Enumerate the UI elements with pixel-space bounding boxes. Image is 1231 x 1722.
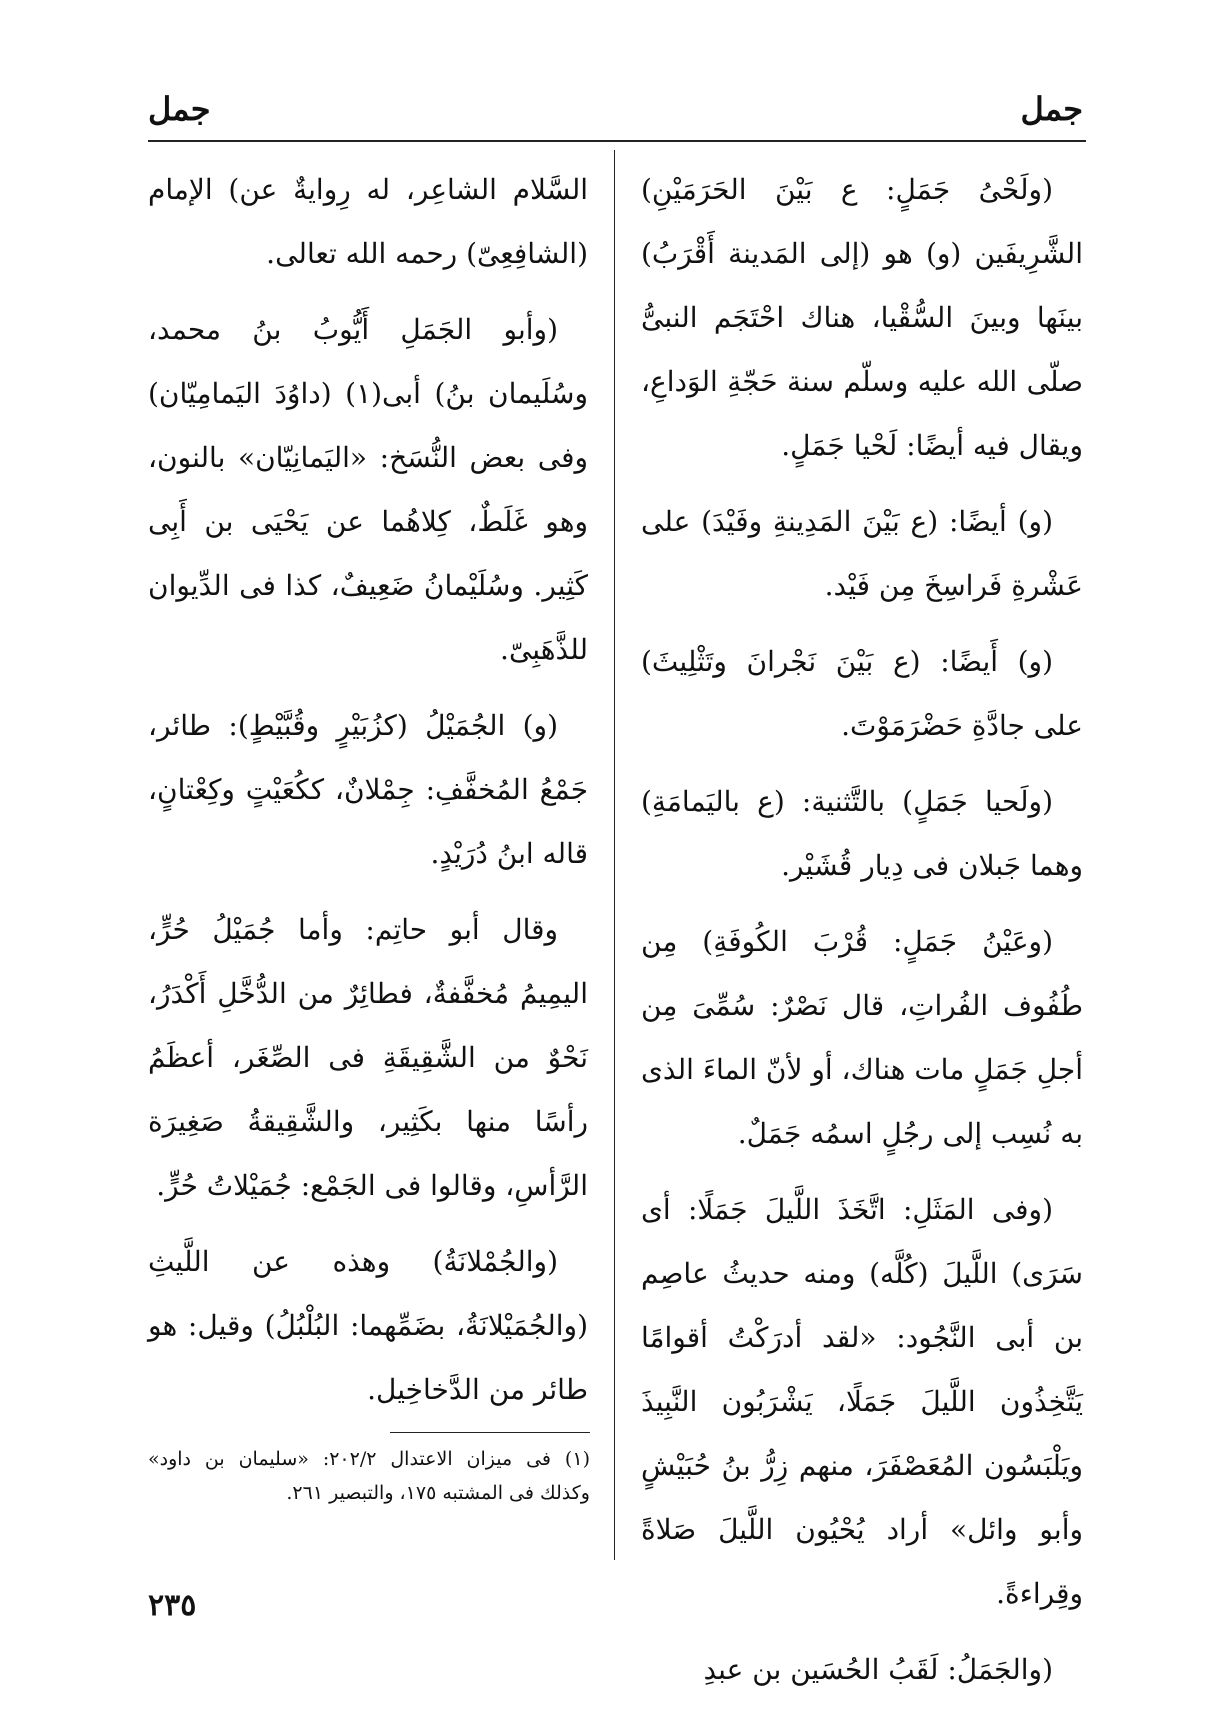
right-column: [641, 158, 1083, 1714]
header-rule: [148, 140, 1086, 142]
entry-paragraph: (وفى المَثَلِ: اتَّخَذَ اللَّيلَ جَمَلًا: أى سَرَى) اللَّيلَ (كُلَّه) ومنه حديثُ عاصِم بن أبى النَّجُود: «لقد أدرَكْتُ أقوامًا يَتَّخِذُون اللَّيلَ جَمَلًا، يَشْرَبُون النَّبِيذَ ويَلْبَسُون المُعَصْفَرَ، منهم زِرُّ بنُ حُبَيْشٍ وأبو وائل» أراد يُحْيُون اللَّيلَ صَلاةً وقِراءةً.: [641, 1193, 1083, 1610]
entry-paragraph: (وأبو الجَمَلِ أَيُّوبُ بنُ محمد، وسُلَيمان بنُ) أبى(١) (داوُدَ اليَمامِيّان) وفى بعض النُّسَخ: «اليَمانِيّان» بالنون، وهو غَلَطٌ، كِلاهُما عن يَحْيَى بن أَبِى كَثِير. وسُلَيْمانُ ضَعِيفٌ، كذا فى الدِّيوان للذَّهَبِىّ.: [148, 313, 588, 666]
running-head-right: جمل: [1020, 90, 1083, 128]
footnote: (١) فى ميزان الاعتدال ٢٠٢/٢: «سليمان بن داود» وكذلك فى المشتبه ١٧٥، والتبصير ٢٦١.: [148, 1448, 590, 1504]
entry-paragraph: (و) أيضًا: (ع بَيْنَ المَدِينةِ وفَيْدَ) على عَشْرةِ فَراسِخَ مِن فَيْد.: [641, 505, 1083, 602]
entry-paragraph: (و) الجُمَيْلُ (كزُبَيْرٍ وقُبَّيْطٍ): طائر، جَمْعُ المُخفَّفِ: جِمْلانٌ، ككُعَيْتٍ وكِعْتانٍ، قاله ابنُ دُرَيْدٍ.: [148, 709, 588, 870]
running-head-left: جمل: [148, 90, 211, 128]
left-column: [148, 158, 588, 1434]
page-number: ٢٣٥: [148, 1588, 197, 1623]
entry-paragraph: السَّلام الشاعِر، له رِوايةٌ عن) الإمام (الشافِعِىّ) رحمه الله تعالى.: [148, 173, 588, 270]
entry-paragraph: (و) أَيضًا: (ع بَيْنَ نَجْرانَ وتَثْلِيثَ) على جادَّةِ حَضْرَمَوْتَ.: [641, 645, 1083, 742]
footnote-rule: [390, 1432, 590, 1433]
entry-paragraph: (والجَمَلُ: لَقَبُ الحُسَين بن عبدِ: [703, 1653, 1053, 1686]
entry-paragraph: (ولَحْىُ جَمَلٍ: ع بَيْنَ الحَرَمَيْنِ) الشَّرِيفَين (و) هو (إلى المَدينة أَقْرَبُ) بينَها وبينَ السُّقْيا، هناك احْتَجَم النبىُّ صلّى الله عليه وسلّم سنة حَجّةِ الوَداعِ، ويقال فيه أيضًا: لَحْيا جَمَلٍ.: [641, 173, 1083, 462]
column-divider: [614, 150, 615, 1560]
entry-paragraph: (والجُمْلانَةُ) وهذه عن اللَّيثِ (والجُمَيْلانَةُ، بضَمِّهما: البُلْبُلُ) وقيل: هو طائر من الدَّخاخِيل.: [148, 1245, 588, 1406]
entry-paragraph: (ولَحيا جَمَلٍ) بالتَّثنية: (ع باليَمامَةِ) وهما جَبلان فى دِيار قُشَيْر.: [641, 785, 1083, 882]
entry-paragraph: وقال أبو حاتِم: وأما جُمَيْلُ حُرٍّ، اليمِيمُ مُخفَّفةٌ، فطائِرٌ من الدُّخَّلِ أَكْدَرُ، نَحْوٌ من الشَّقِيقَةِ فى الصِّغَر، أعظَمُ رأسًا منها بكَثِير، والشَّقِيقةُ صَغِيرَة الرَّأسِ، وقالوا فى الجَمْع: جُمَيْلاتُ حُرٍّ.: [148, 913, 588, 1202]
entry-paragraph: (وعَيْنُ جَمَلٍ: قُرْبَ الكُوفَةِ) مِن طُفُوف الفُراتِ، قال نَصْرٌ: سُمِّىَ مِن أجلِ جَمَلٍ مات هناك، أو لأنّ الماءَ الذى به نُسِب إلى رجُلٍ اسمُه جَمَلٌ.: [641, 925, 1083, 1150]
